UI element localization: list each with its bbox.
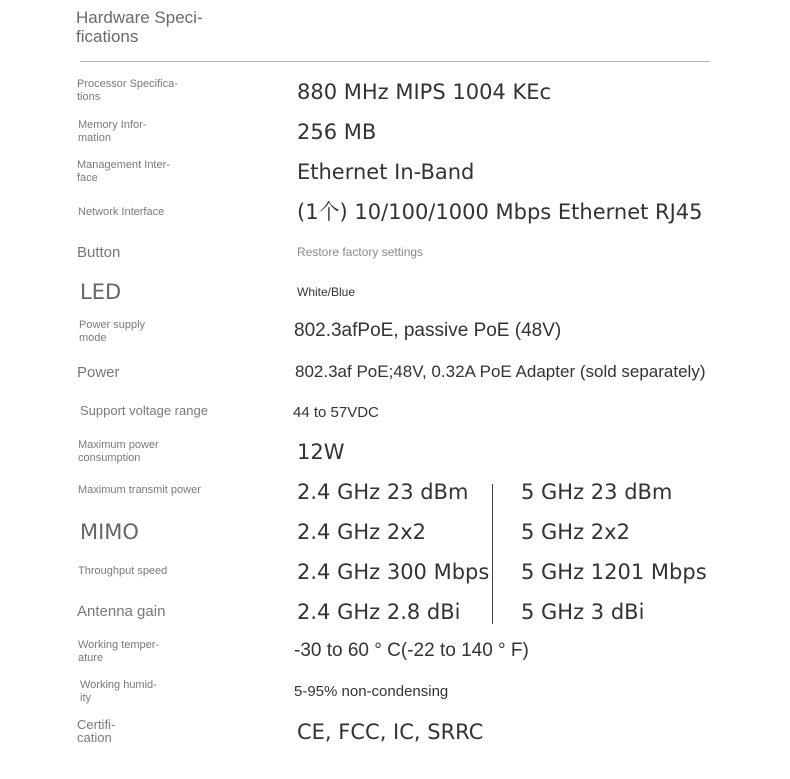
spec-value-processor: 880 MHz MIPS 1004 KEc bbox=[297, 80, 552, 104]
spec-value-power: 802.3af PoE;48V, 0.32A PoE Adapter (sold separately) bbox=[295, 362, 706, 381]
spec-value-transmit-5ghz: 5 GHz 23 dBm bbox=[521, 480, 673, 504]
spec-value-throughput-24ghz: 2.4 GHz 300 Mbps bbox=[297, 560, 490, 584]
spec-label-antenna-gain: Antenna gain bbox=[77, 603, 166, 620]
spec-value-network: (1个) 10/100/1000 Mbps Ethernet RJ45 bbox=[297, 200, 703, 224]
spec-value-certification: CE, FCC, IC, SRRC bbox=[297, 720, 484, 744]
spec-label-max-power: Maximum power consumption bbox=[78, 439, 159, 464]
spec-label-network: Network Interface bbox=[78, 206, 165, 218]
spec-label-max-transmit-power: Maximum transmit power bbox=[78, 484, 201, 496]
spec-label-button: Button bbox=[77, 244, 121, 261]
spec-value-transmit-24ghz: 2.4 GHz 23 dBm bbox=[297, 480, 469, 504]
spec-value-throughput-5ghz: 5 GHz 1201 Mbps bbox=[521, 560, 707, 584]
spec-label-throughput: Throughput speed bbox=[78, 565, 168, 577]
spec-label-voltage-range: Support voltage range bbox=[80, 403, 208, 418]
spec-label-led: LED bbox=[80, 280, 122, 304]
spec-value-max-power: 12W bbox=[297, 440, 345, 464]
spec-value-working-humidity: 5-95% non-condensing bbox=[294, 683, 449, 700]
spec-label-management: Management Inter- face bbox=[77, 159, 170, 184]
spec-label-power: Power bbox=[77, 364, 120, 381]
spec-value-mimo-5ghz: 5 GHz 2x2 bbox=[521, 520, 630, 544]
spec-value-button: Restore factory settings bbox=[297, 245, 424, 259]
spec-label-working-temperature: Working temper- ature bbox=[78, 639, 160, 664]
spec-value-memory: 256 MB bbox=[297, 120, 377, 144]
spec-label-certification: Certifi- cation bbox=[77, 717, 116, 745]
title-divider bbox=[80, 61, 710, 62]
spec-value-antenna-24ghz: 2.4 GHz 2.8 dBi bbox=[297, 600, 461, 624]
spec-label-memory: Memory Infor- mation bbox=[78, 119, 147, 144]
spec-label-processor: Processor Specifica- tions bbox=[77, 78, 178, 103]
spec-value-antenna-5ghz: 5 GHz 3 dBi bbox=[521, 600, 645, 624]
spec-value-power-supply-mode: 802.3afPoE, passive PoE (48V) bbox=[294, 320, 562, 341]
spec-value-mimo-24ghz: 2.4 GHz 2x2 bbox=[297, 520, 426, 544]
spec-label-working-humidity: Working humid- ity bbox=[80, 679, 157, 704]
spec-label-mimo: MIMO bbox=[80, 520, 139, 544]
spec-value-working-temperature: -30 to 60 ° C(-22 to 140 ° F) bbox=[294, 640, 529, 661]
page-title: Hardware Speci- fications bbox=[76, 8, 203, 46]
spec-value-led: White/Blue bbox=[297, 285, 356, 299]
spec-label-power-supply-mode: Power supply mode bbox=[79, 319, 146, 344]
spec-value-management: Ethernet In-Band bbox=[297, 160, 475, 184]
spec-value-voltage-range: 44 to 57VDC bbox=[293, 404, 379, 421]
band-column-divider bbox=[492, 484, 493, 624]
